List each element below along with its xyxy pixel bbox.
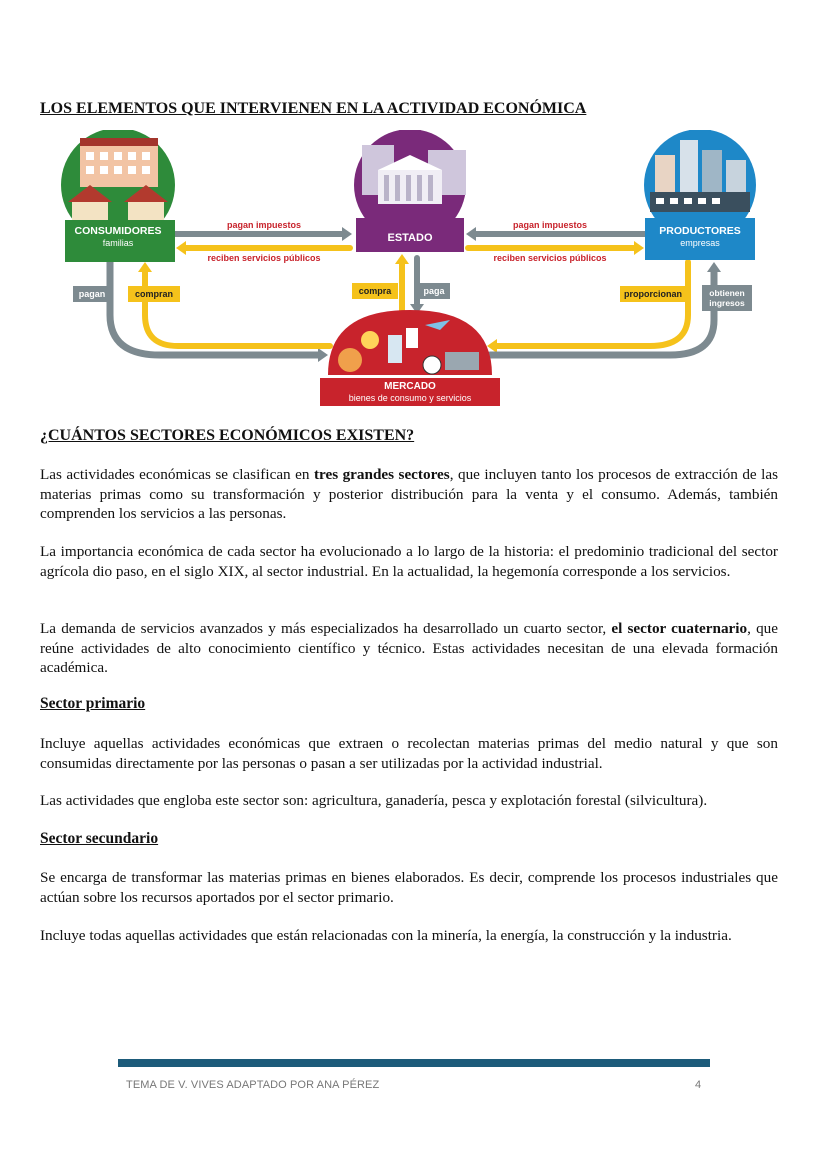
- page-number: 4: [695, 1079, 702, 1091]
- footer-credit: TEMA DE V. VIVES ADAPTADO POR ANA PÉREZ: [126, 1079, 380, 1091]
- proporcionan-label: proporcionan: [624, 289, 682, 299]
- obtienen-label: obtienen: [709, 288, 745, 298]
- pagan-impuestos-left: pagan impuestos: [226, 220, 302, 230]
- footer-bar: [118, 1059, 710, 1067]
- paragraph-6: Se encarga de transformar las materias primas en bienes elaborados. Es decir, comprende los procesos industriales que actúan sobre los recursos aportados por el sector primario.: [40, 869, 778, 906]
- reciben-servicios-left: reciben servicios públicos: [207, 253, 321, 263]
- sector-secundario-heading: Sector secundario: [40, 830, 159, 847]
- pagan-impuestos-right: pagan impuestos: [512, 220, 588, 230]
- consumidores-label: CONSUMIDORES: [74, 225, 162, 237]
- paragraph-1: Las actividades económicas se clasifican en tres grandes sectores, que incluyen tanto los procesos de extracción de las materias primas como su transformación y posterior distribución para la venta y el consumo. Además, también comprenden los servicios a las personas.: [40, 466, 778, 522]
- compra-label: compra: [358, 286, 392, 296]
- paragraph-7: Incluye todas aquellas actividades que están relacionadas con la minería, la energía, la construcción y la industria.: [40, 927, 732, 944]
- title-elementos: LOS ELEMENTOS QUE INTERVIENEN EN LA ACTIVIDAD ECONÓMICA: [40, 100, 587, 117]
- mercado-sub-label: bienes de consumo y servicios: [348, 393, 472, 403]
- pagan-label: pagan: [78, 289, 106, 299]
- paragraph-2: La importancia económica de cada sector ha evolucionado a lo largo de la historia: el predominio tradicional del sector agrícola dio paso, en el siglo XIX, al sector industrial. En la actualidad, la hegemonía corresponde a los servicios.: [40, 543, 778, 580]
- consumidores-node: [61, 130, 175, 262]
- sector-primario-heading: Sector primario: [40, 695, 146, 712]
- ingresos-label: ingresos: [709, 298, 745, 308]
- empresas-label: empresas: [680, 238, 720, 248]
- reciben-servicios-right: reciben servicios públicos: [493, 253, 607, 263]
- paragraph-3: La demanda de servicios avanzados y más especializados ha desarrollado un cuarto sector, el sector cuaternario, que reúne actividades de alto conocimiento científico y técnico. Estas actividades necesitan de una elevada formación académica.: [40, 620, 779, 676]
- estado-label: ESTADO: [387, 232, 433, 244]
- paragraph-4: Incluye aquellas actividades económicas que extraen o recolectan materias primas del medio natural y que son consumidas directamente por las personas o pasan a ser utilizadas por la actividad industrial.: [40, 735, 778, 772]
- productores-node: [644, 130, 756, 260]
- familias-label: familias: [102, 238, 134, 248]
- title-sectores: ¿CUÁNTOS SECTORES ECONÓMICOS EXISTEN?: [40, 427, 415, 444]
- compran-label: compran: [134, 289, 174, 299]
- paragraph-5: Las actividades que engloba este sector son: agricultura, ganadería, pesca y explotación forestal (silvicultura).: [40, 792, 708, 809]
- economic-flow-diagram: [40, 130, 780, 415]
- paga-label: paga: [423, 286, 445, 296]
- mercado-node: [320, 310, 500, 406]
- estado-node: [354, 130, 466, 252]
- mercado-label: MERCADO: [384, 381, 436, 392]
- productores-label: PRODUCTORES: [659, 225, 741, 237]
